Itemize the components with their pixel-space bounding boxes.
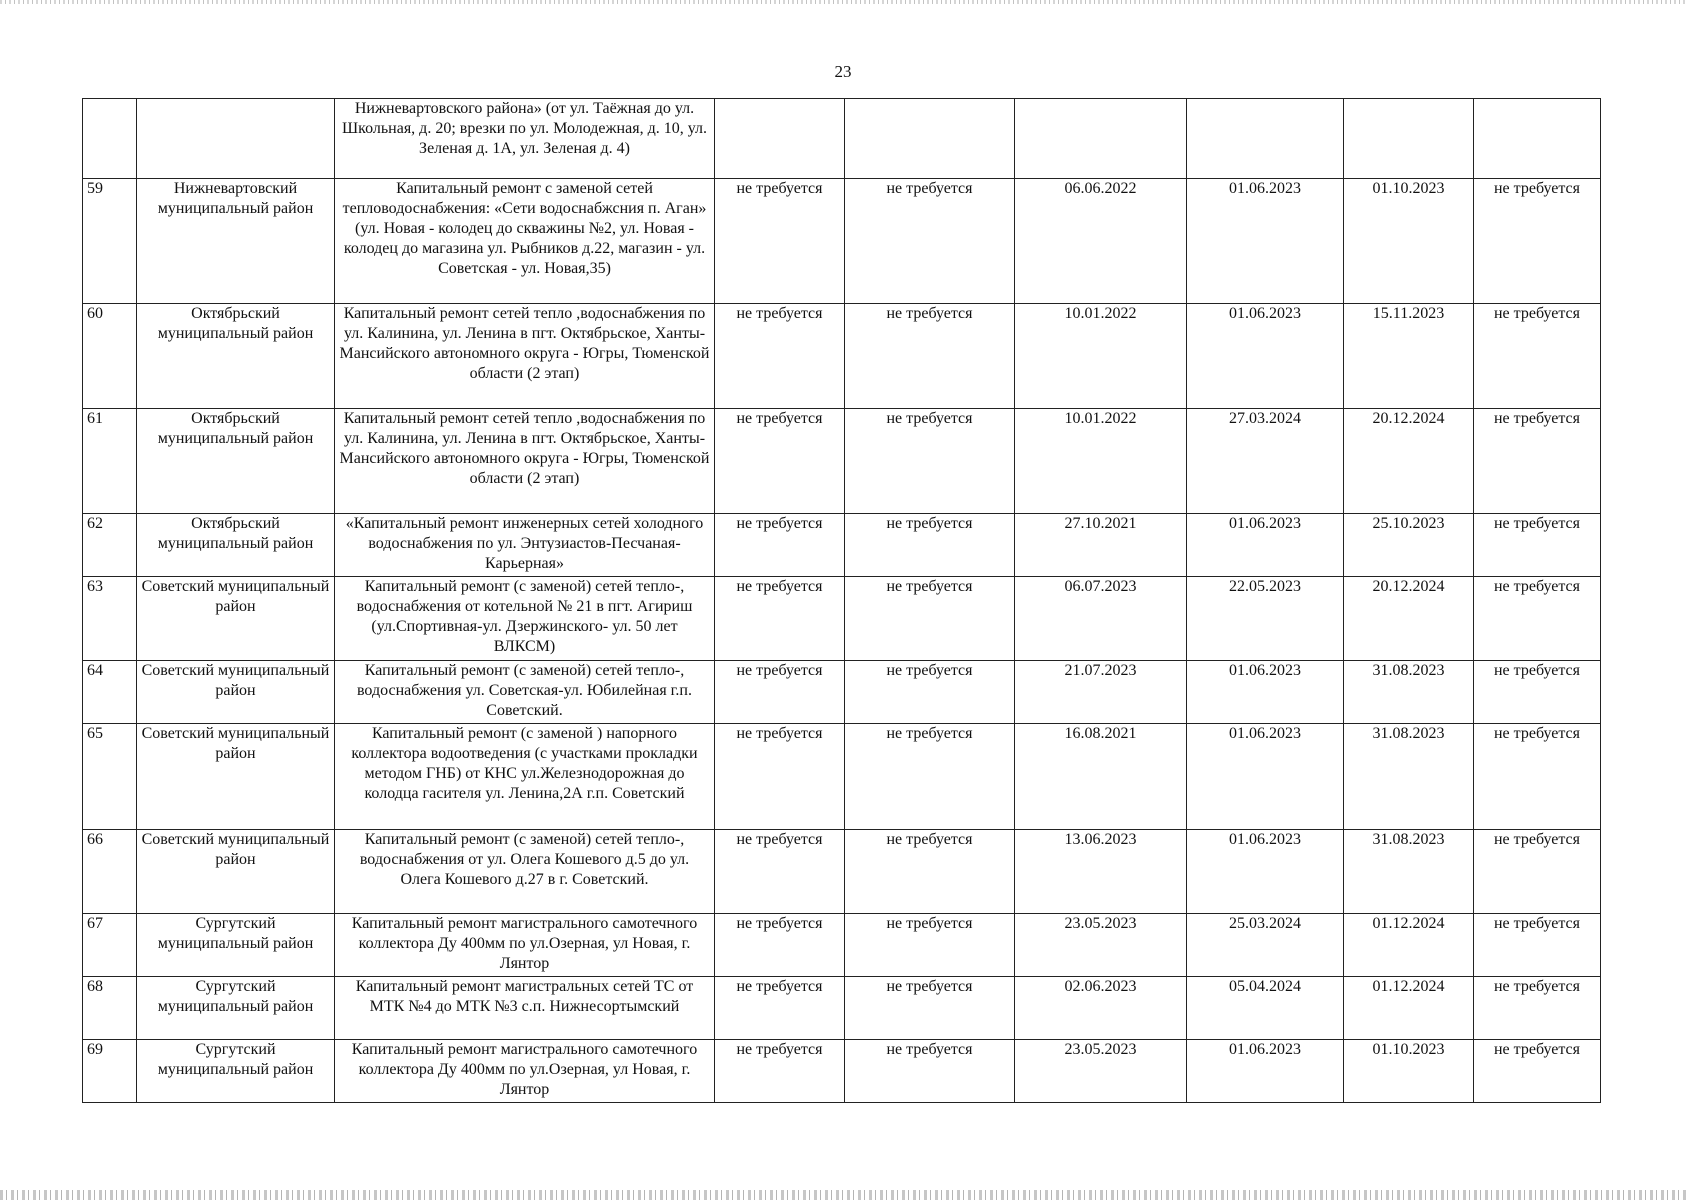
scan-edge-top (0, 0, 1686, 4)
work-description-cell: Капитальный ремонт магистрального самотечного коллектора Ду 400мм по ул.Озерная, ул Новая, г. Лянтор (335, 1040, 715, 1103)
date-2-cell: 01.06.2023 (1187, 514, 1344, 577)
date-2-cell: 01.06.2023 (1187, 1040, 1344, 1103)
registry-table (82, 98, 1601, 1103)
permit-status-3-cell: не требуется (1474, 1040, 1601, 1103)
permit-status-1-cell: не требуется (715, 977, 845, 1040)
permit-status-2-cell: не требуется (845, 977, 1015, 1040)
table-row (83, 409, 1601, 514)
permit-status-2-cell: не требуется (845, 914, 1015, 977)
permit-status-3-cell: не требуется (1474, 409, 1601, 514)
date-3-cell: 01.12.2024 (1344, 914, 1474, 977)
date-2-cell: 01.06.2023 (1187, 724, 1344, 830)
permit-status-2-cell: не требуется (845, 1040, 1015, 1103)
table-row (83, 99, 1601, 179)
table-row (83, 179, 1601, 304)
row-number-cell: 59 (83, 179, 137, 304)
date-2-cell: 01.06.2023 (1187, 179, 1344, 304)
municipal-district-cell: Октябрьский муниципальный район (137, 304, 335, 409)
permit-status-2-cell: не требуется (845, 514, 1015, 577)
date-2-cell: 05.04.2024 (1187, 977, 1344, 1040)
work-description-cell: Капитальный ремонт (с заменой ) напорного коллектора водоотведения (с участками прокладки методом ГНБ) от КНС ул.Железнодорожная до колодца гасителя ул. Ленина,2А г.п. Советский (335, 724, 715, 830)
table-row (83, 977, 1601, 1040)
work-description-cell: Капитальный ремонт (с заменой) сетей тепло-, водоснабжения ул. Советская-ул. Юбилейная г.п. Советский. (335, 661, 715, 724)
row-number-cell: 65 (83, 724, 137, 830)
work-description-cell: Нижневартовского района» (от ул. Таёжная до ул. Школьная, д. 20; врезки по ул. Молодежная, д. 10, ул. Зеленая д. 1А, ул. Зеленая д. 4) (335, 99, 715, 179)
date-1-cell: 06.06.2022 (1015, 179, 1187, 304)
row-number-cell: 63 (83, 577, 137, 661)
work-description-cell: Капитальный ремонт с заменой сетей тепловодоснабжения: «Сети водоснабжсния п. Аган» (ул. Новая - колодец до скважины №2, ул. Новая - колодец до магазина ул. Рыбников д.22, магазин - ул. Советская - ул. Новая,35) (335, 179, 715, 304)
date-1-cell: 23.05.2023 (1015, 914, 1187, 977)
permit-status-2-cell (845, 99, 1015, 179)
date-3-cell: 15.11.2023 (1344, 304, 1474, 409)
work-description-cell: Капитальный ремонт сетей тепло ,водоснабжения по ул. Калинина, ул. Ленина в пгт. Октябрьское, Ханты-Мансийского автономного округа - Югры, Тюменской области (2 этап) (335, 409, 715, 514)
date-3-cell: 20.12.2024 (1344, 409, 1474, 514)
municipal-district-cell: Сургутский муниципальный район (137, 1040, 335, 1103)
permit-status-1-cell: не требуется (715, 179, 845, 304)
municipal-district-cell: Октябрьский муниципальный район (137, 409, 335, 514)
municipal-district-cell: Советский муниципальный район (137, 661, 335, 724)
date-3-cell (1344, 99, 1474, 179)
date-3-cell: 31.08.2023 (1344, 830, 1474, 914)
date-1-cell: 27.10.2021 (1015, 514, 1187, 577)
date-1-cell: 10.01.2022 (1015, 409, 1187, 514)
permit-status-3-cell: не требуется (1474, 914, 1601, 977)
table-row (83, 514, 1601, 577)
date-3-cell: 01.10.2023 (1344, 1040, 1474, 1103)
municipal-district-cell: Советский муниципальный район (137, 724, 335, 830)
permit-status-2-cell: не требуется (845, 577, 1015, 661)
date-1-cell: 10.01.2022 (1015, 304, 1187, 409)
date-3-cell: 31.08.2023 (1344, 724, 1474, 830)
row-number-cell (83, 99, 137, 179)
municipal-district-cell: Сургутский муниципальный район (137, 914, 335, 977)
permit-status-1-cell: не требуется (715, 577, 845, 661)
date-2-cell: 22.05.2023 (1187, 577, 1344, 661)
row-number-cell: 69 (83, 1040, 137, 1103)
date-2-cell: 01.06.2023 (1187, 304, 1344, 409)
permit-status-1-cell (715, 99, 845, 179)
row-number-cell: 66 (83, 830, 137, 914)
permit-status-2-cell: не требуется (845, 724, 1015, 830)
date-1-cell: 02.06.2023 (1015, 977, 1187, 1040)
permit-status-3-cell: не требуется (1474, 179, 1601, 304)
municipal-district-cell: Сургутский муниципальный район (137, 977, 335, 1040)
permit-status-2-cell: не требуется (845, 409, 1015, 514)
municipal-district-cell: Советский муниципальный район (137, 577, 335, 661)
date-3-cell: 01.10.2023 (1344, 179, 1474, 304)
table-row (83, 304, 1601, 409)
date-2-cell (1187, 99, 1344, 179)
permit-status-2-cell: не требуется (845, 179, 1015, 304)
municipal-district-cell: Октябрьский муниципальный район (137, 514, 335, 577)
row-number-cell: 60 (83, 304, 137, 409)
permit-status-1-cell: не требуется (715, 514, 845, 577)
date-1-cell (1015, 99, 1187, 179)
permit-status-1-cell: не требуется (715, 830, 845, 914)
date-3-cell: 25.10.2023 (1344, 514, 1474, 577)
page-number: 23 (834, 62, 852, 81)
work-description-cell: Капитальный ремонт магистральных сетей ТС от МТК №4 до МТК №3 с.п. Нижнесортымский (335, 977, 715, 1040)
permit-status-2-cell: не требуется (845, 830, 1015, 914)
row-number-cell: 61 (83, 409, 137, 514)
permit-status-1-cell: не требуется (715, 409, 845, 514)
row-number-cell: 64 (83, 661, 137, 724)
permit-status-1-cell: не требуется (715, 1040, 845, 1103)
work-description-cell: «Капитальный ремонт инженерных сетей холодного водоснабжения по ул. Энтузиастов-Песчаная-Карьерная» (335, 514, 715, 577)
date-1-cell: 21.07.2023 (1015, 661, 1187, 724)
municipal-district-cell (137, 99, 335, 179)
permit-status-3-cell: не требуется (1474, 724, 1601, 830)
table-body (83, 99, 1601, 1103)
table-row (83, 914, 1601, 977)
date-1-cell: 16.08.2021 (1015, 724, 1187, 830)
permit-status-3-cell: не требуется (1474, 577, 1601, 661)
date-1-cell: 13.06.2023 (1015, 830, 1187, 914)
row-number-cell: 67 (83, 914, 137, 977)
date-3-cell: 01.12.2024 (1344, 977, 1474, 1040)
date-1-cell: 23.05.2023 (1015, 1040, 1187, 1103)
scan-edge-bottom (0, 1190, 1686, 1200)
date-3-cell: 31.08.2023 (1344, 661, 1474, 724)
date-2-cell: 27.03.2024 (1187, 409, 1344, 514)
table-row (83, 830, 1601, 914)
permit-status-2-cell: не требуется (845, 661, 1015, 724)
municipal-district-cell: Нижневартовский муниципальный район (137, 179, 335, 304)
permit-status-1-cell: не требуется (715, 724, 845, 830)
row-number-cell: 62 (83, 514, 137, 577)
permit-status-2-cell: не требуется (845, 304, 1015, 409)
permit-status-3-cell: не требуется (1474, 304, 1601, 409)
work-description-cell: Капитальный ремонт магистрального самотечного коллектора Ду 400мм по ул.Озерная, ул Новая, г. Лянтор (335, 914, 715, 977)
table-row (83, 661, 1601, 724)
permit-status-3-cell: не требуется (1474, 977, 1601, 1040)
permit-status-3-cell: не требуется (1474, 830, 1601, 914)
table-row (83, 1040, 1601, 1103)
municipal-district-cell: Советский муниципальный район (137, 830, 335, 914)
date-2-cell: 01.06.2023 (1187, 830, 1344, 914)
work-description-cell: Капитальный ремонт (с заменой) сетей тепло-, водоснабжения от котельной № 21 в пгт. Агириш (ул.Спортивная-ул. Дзержинского- ул. 50 лет ВЛКСМ) (335, 577, 715, 661)
permit-status-1-cell: не требуется (715, 661, 845, 724)
table-row (83, 724, 1601, 830)
permit-status-1-cell: не требуется (715, 914, 845, 977)
table-row (83, 577, 1601, 661)
permit-status-3-cell: не требуется (1474, 661, 1601, 724)
date-2-cell: 25.03.2024 (1187, 914, 1344, 977)
permit-status-3-cell (1474, 99, 1601, 179)
permit-status-1-cell: не требуется (715, 304, 845, 409)
date-3-cell: 20.12.2024 (1344, 577, 1474, 661)
permit-status-3-cell: не требуется (1474, 514, 1601, 577)
date-1-cell: 06.07.2023 (1015, 577, 1187, 661)
work-description-cell: Капитальный ремонт (с заменой) сетей тепло-, водоснабжения от ул. Олега Кошевого д.5 до ул. Олега Кошевого д.27 в г. Советский. (335, 830, 715, 914)
work-description-cell: Капитальный ремонт сетей тепло ,водоснабжения по ул. Калинина, ул. Ленина в пгт. Октябрьское, Ханты-Мансийского автономного округа - Югры, Тюменской области (2 этап) (335, 304, 715, 409)
date-2-cell: 01.06.2023 (1187, 661, 1344, 724)
row-number-cell: 68 (83, 977, 137, 1040)
